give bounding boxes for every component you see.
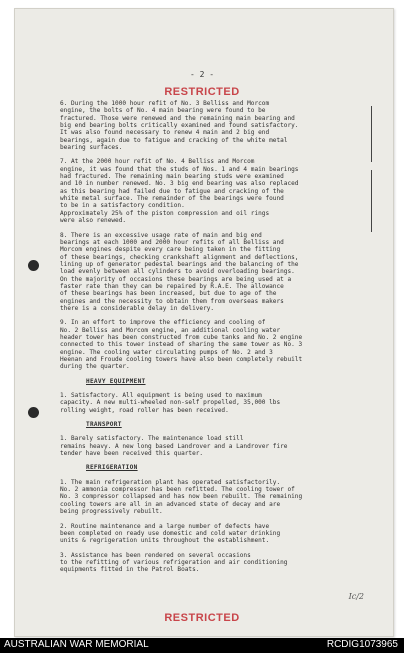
heavy-equipment-paragraph-1: 1. Satisfactory. All equipment is being used to maximum capacity. A new multi-wheeled non-self propelled, 35,000 lbs rolling weight, road roller has been received.	[60, 392, 281, 414]
document-body	[60, 100, 378, 581]
paragraph-8: 8. There is an excessive usage rate of main and big end bearings at each 1000 and 2000 hour refits of all Belliss and Morcom engines despite every care being taken in the fitting of these bearings, checking crankshaft alignment and deflections, lining up of generator pedestal bearings and the balancing of the load evenly between all cylinders to avoid overloading bearings. On the majority of occasions these bearings are being used at a faster rate than they can be repaired by R.A.E. The allowance of these bearings has been increased, but due to age of the engines and the necessity to obtain them from overseas makers there is a considerable delay in delivery.	[60, 231, 299, 312]
transport-paragraph-1: 1. Barely satisfactory. The maintenance load still remains heavy. A new long based Landrover and a Landrover fire tender have been received this quarter.	[60, 435, 288, 458]
section-heading-heavy-equipment: HEAVY EQUIPMENT	[86, 377, 146, 385]
restricted-stamp-top: RESTRICTED	[164, 86, 240, 98]
handwritten-mark: Ic/2	[348, 592, 364, 601]
footer-source: AUSTRALIAN WAR MEMORIAL	[4, 639, 149, 650]
section-heading-transport: TRANSPORT	[86, 421, 122, 429]
paragraph-7: 7. At the 2000 hour refit of No. 4 Belliss and Morcom engine, it was found that the studs of Nos. 1 and 4 main bearings had fractured. The remaining main bearing studs were examined and 10 in number renewed. No. 3 big end bearing was also replaced as this bearing had failed due to fatigue and cracking of the white metal surface. The remainder of the bearings were found to be in a satisfactory condition. Approximately 25% of the piston compression and oil rings were also renewed.	[60, 158, 299, 225]
refrigeration-paragraph-1: 1. The main refrigeration plant has operated satisfactorily. No. 2 ammonia compressor has been refitted. The cooling tower of No. 3 compressor collapsed and has now been rebuilt. The remaining cooling towers are all in an advanced state of decay and are being progressively rebuilt.	[60, 478, 303, 516]
page-number: - 2 -	[189, 70, 215, 79]
paragraph-6: 6. During the 1000 hour refit of No. 3 Belliss and Morcom engine, the bolts of No. 4 main bearing were found to be fractured. Those were renewed and the remaining main bearing and big end bearing bolts critically examined and found satisfactory. It was also found necessary to renew 4 main and 2 big end bearings, again due to fatigue and cracking of the white metal bearing surfaces.	[60, 100, 299, 152]
footer-id: RCDIG1073965	[326, 639, 398, 650]
archive-footer	[0, 638, 404, 653]
section-heading-refrigeration: REFRIGERATION	[86, 464, 138, 472]
paragraph-9: 9. In an effort to improve the efficiency and cooling of No. 2 Belliss and Morcom engine, an additional cooling water header tower has been constructed from cube tanks and No. 2 engine connected to this tower instead of sharing the same tower as No. 3 engine. The cooling water circulating pumps of No. 2 and 3 Heenan and Froude cooling towers have also been completely rebuilt during the quarter.	[60, 319, 303, 371]
refrigeration-paragraph-2: 2. Routine maintenance and a large number of defects have been completed on ready use domestic and cold water drinking units & regrigeration units throughout the establishment.	[60, 522, 281, 545]
restricted-stamp-bottom: RESTRICTED	[164, 612, 240, 624]
refrigeration-paragraph-3: 3. Assistance has been rendered on several occasions to the refitting of various refrigeration and air conditioning equipments fitted in the Patrol Boats.	[60, 551, 288, 574]
punch-hole	[28, 260, 39, 271]
punch-hole	[28, 407, 39, 418]
